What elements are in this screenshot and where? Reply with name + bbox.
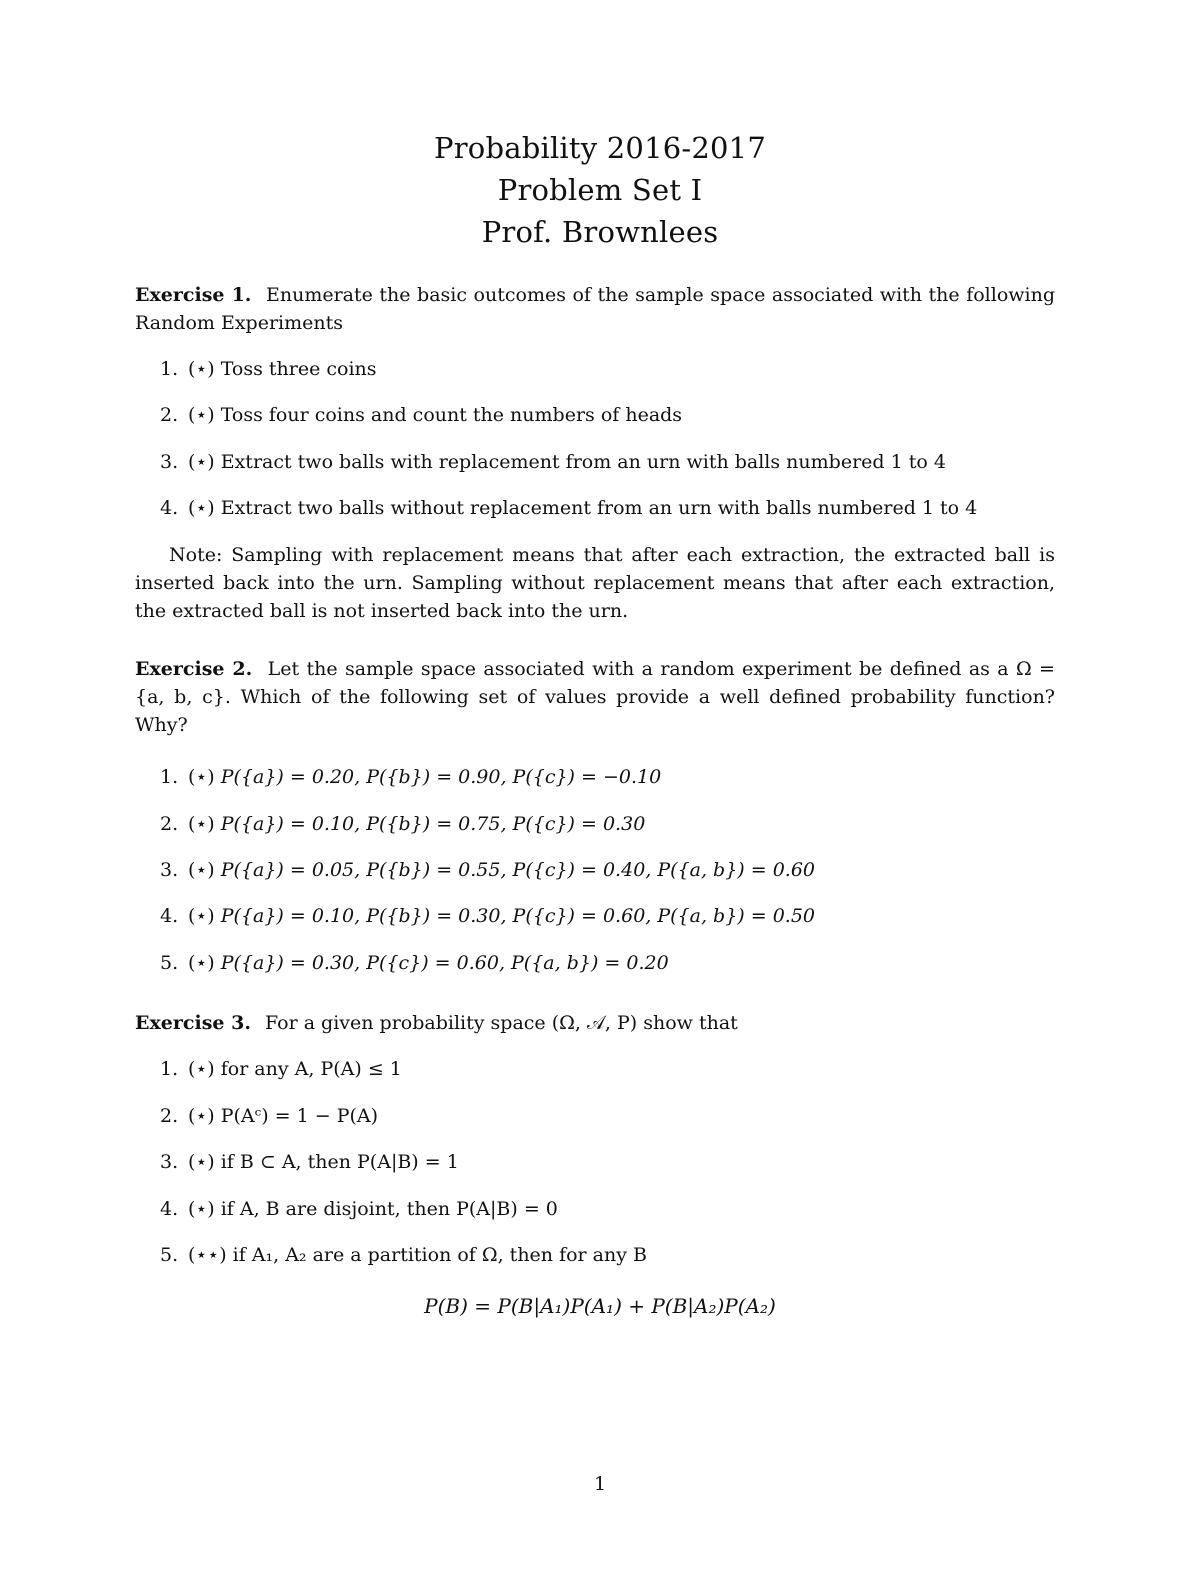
item-text: if A, B are disjoint, then P(A|B) = 0 <box>220 1198 558 1220</box>
exercise-3-heading: Exercise 3. <box>135 1012 251 1034</box>
item-number: 4. <box>160 905 179 927</box>
item-formula: P({a}) = 0.05, P({b}) = 0.55, P({c}) = 0.40, P({a, b}) = 0.60 <box>220 859 816 881</box>
item-text: Extract two balls with replacement from an urn with balls numbered 1 to 4 <box>220 451 946 473</box>
item-text: if B ⊂ A, then P(A|B) = 1 <box>220 1151 459 1173</box>
difficulty-mark: (⋆) <box>188 451 215 473</box>
exercise-3-item <box>160 1055 1060 1083</box>
item-text: for any A, P(A) ≤ 1 <box>220 1058 402 1080</box>
exercise-2-statement <box>135 655 1055 739</box>
item-number: 3. <box>160 1151 179 1173</box>
exercise-2-item <box>160 902 1060 930</box>
item-formula: P({a}) = 0.20, P({b}) = 0.90, P({c}) = −0.10 <box>220 766 662 788</box>
exercise-3-statement <box>135 1009 1055 1037</box>
exercise-1-item <box>160 494 1060 522</box>
exercise-1-statement <box>135 281 1055 337</box>
exercise-1-note: Note: Sampling with replacement means that after each extraction, the extracted ball is inserted back into the urn. Sampling without replacement means that after each extraction, the extracted ball is not inserted back into the urn. <box>135 544 1055 622</box>
exercise-2-item <box>160 810 1060 838</box>
item-number: 1. <box>160 1058 179 1080</box>
item-formula: P({a}) = 0.10, P({b}) = 0.75, P({c}) = 0.30 <box>220 813 646 835</box>
problem-set-title: Problem Set I <box>497 173 703 207</box>
difficulty-mark: (⋆) <box>188 952 215 974</box>
exercise-1-item <box>160 448 1060 476</box>
title-block <box>0 127 1200 253</box>
difficulty-mark: (⋆) <box>188 497 215 519</box>
course-title: Probability 2016-2017 <box>434 131 766 165</box>
exercise-1-item <box>160 401 1060 429</box>
item-text: if A₁, A₂ are a partition of Ω, then for any B <box>232 1244 647 1266</box>
difficulty-mark: (⋆) <box>188 1198 215 1220</box>
item-formula: P({a}) = 0.10, P({b}) = 0.30, P({c}) = 0.60, P({a, b}) = 0.50 <box>220 905 816 927</box>
item-number: 4. <box>160 497 179 519</box>
item-number: 4. <box>160 1198 179 1220</box>
item-number: 5. <box>160 952 179 974</box>
exercise-2-item <box>160 949 1060 977</box>
item-formula: P({a}) = 0.30, P({c}) = 0.60, P({a, b}) = 0.20 <box>220 952 669 974</box>
item-text: Extract two balls without replacement from an urn with balls numbered 1 to 4 <box>220 497 978 519</box>
exercise-1-text: Enumerate the basic outcomes of the sample space associated with the following Random Experiments <box>135 284 1056 334</box>
item-number: 2. <box>160 1105 179 1127</box>
exercise-2-text: Let the sample space associated with a random experiment be defined as a Ω = {a, b, c}. Which of the following set of values provide a well defined probability function? Why? <box>135 658 1055 736</box>
exercise-1-heading: Exercise 1. <box>135 284 252 306</box>
exercise-1-item <box>160 355 1060 383</box>
item-number: 2. <box>160 404 179 426</box>
exercise-3-text: For a given probability space (Ω, 𝒜, P) show that <box>264 1012 738 1034</box>
difficulty-mark: (⋆) <box>188 358 215 380</box>
exercise-2-item <box>160 763 1060 791</box>
page-number: 1 <box>593 1473 607 1495</box>
item-number: 2. <box>160 813 179 835</box>
difficulty-mark: (⋆) <box>188 859 215 881</box>
item-number: 1. <box>160 766 179 788</box>
difficulty-mark: (⋆⋆) <box>188 1244 227 1266</box>
difficulty-mark: (⋆) <box>188 1105 215 1127</box>
item-text: Toss four coins and count the numbers of heads <box>220 404 683 426</box>
item-number: 1. <box>160 358 179 380</box>
item-text: P(Aᶜ) = 1 − P(A) <box>220 1105 379 1127</box>
item-text: Toss three coins <box>220 358 377 380</box>
difficulty-mark: (⋆) <box>188 1058 215 1080</box>
item-number: 3. <box>160 859 179 881</box>
exercise-3-item <box>160 1102 1060 1130</box>
difficulty-mark: (⋆) <box>188 905 215 927</box>
exercise-3-item <box>160 1195 1060 1223</box>
exercise-3-item <box>160 1241 1060 1269</box>
difficulty-mark: (⋆) <box>188 766 215 788</box>
difficulty-mark: (⋆) <box>188 813 215 835</box>
professor-name: Prof. Brownlees <box>481 215 719 249</box>
exercise-3-item <box>160 1148 1060 1176</box>
exercise-2-item <box>160 856 1060 884</box>
item-number: 5. <box>160 1244 179 1266</box>
difficulty-mark: (⋆) <box>188 404 215 426</box>
total-probability-formula: P(B) = P(B|A₁)P(A₁) + P(B|A₂)P(A₂) <box>424 1294 776 1318</box>
difficulty-mark: (⋆) <box>188 1151 215 1173</box>
exercise-2-heading: Exercise 2. <box>135 658 253 680</box>
item-number: 3. <box>160 451 179 473</box>
